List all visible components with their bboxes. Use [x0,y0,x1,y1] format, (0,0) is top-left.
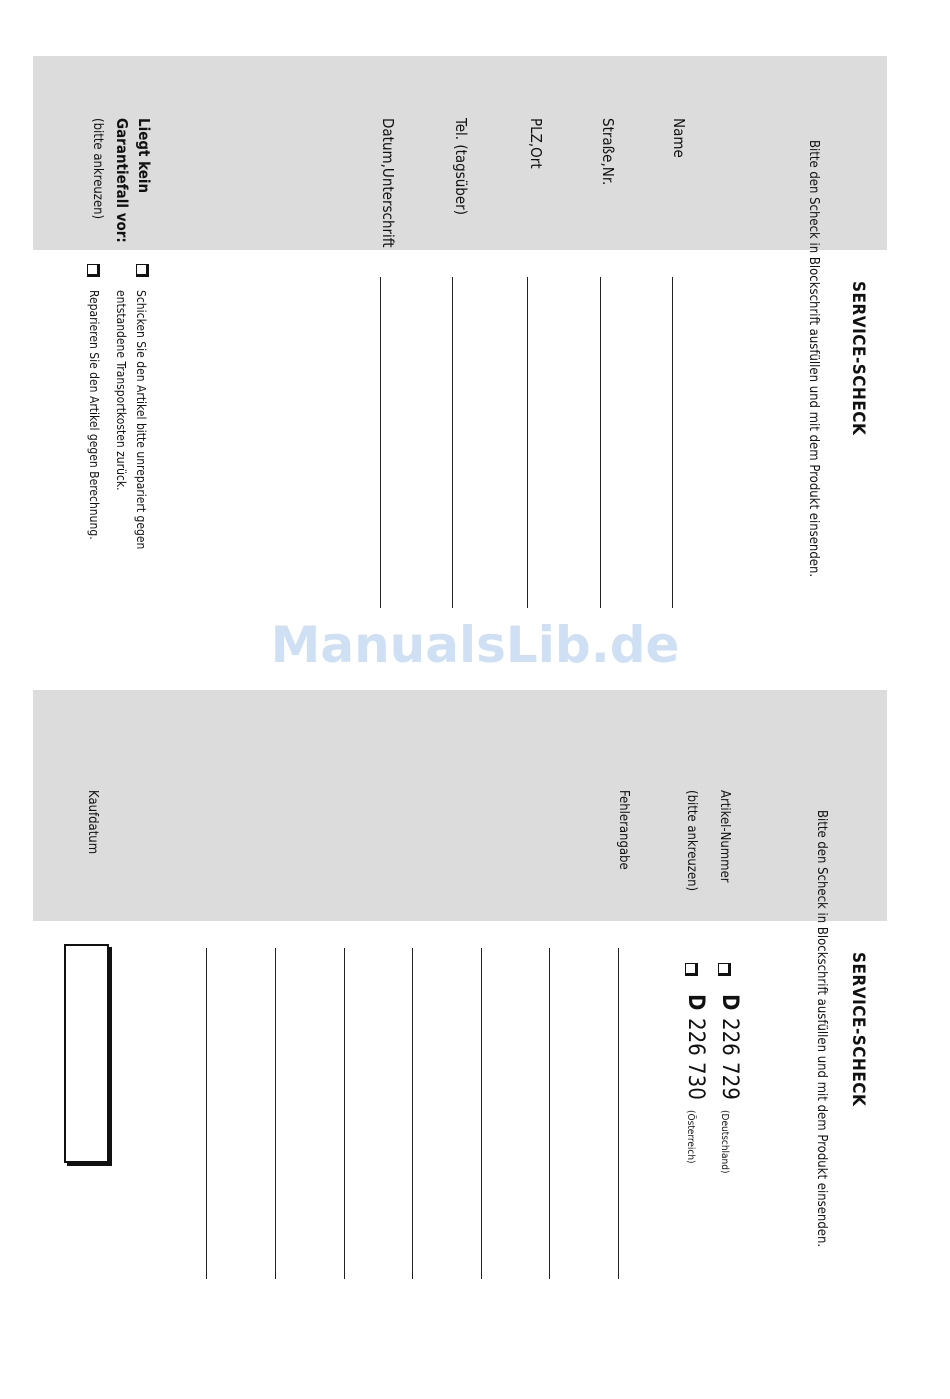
article-de-checkbox[interactable] [718,963,731,976]
date-signature-label: Datum,Unterschrift [379,118,397,248]
zip-city-field-line[interactable] [527,277,528,608]
purchase-date-box[interactable] [64,944,109,1163]
phone-label: Tel. (tagsüber) [452,118,470,215]
article-at-number: 226 730 [683,1018,708,1100]
option-return-unrepaired-checkbox[interactable] [136,264,149,277]
option-repair-charged-label: Reparieren Sie den Artikel gegen Berechnung. [87,290,101,540]
phone-field-line[interactable] [452,277,453,608]
option-return-unrepaired-line2: entstandene Transportkosten zurück. [114,290,128,491]
no-warranty-heading-line2: Garantiefall vor: [113,118,131,243]
card-top-title: SERVICE-SCHECK [848,281,868,436]
article-de-country: (Deutschland) [719,1110,730,1174]
purchase-date-label: Kaufdatum [85,790,100,855]
street-field-line[interactable] [600,277,601,608]
no-warranty-heading-line1: Liegt kein [135,118,153,194]
name-label: Name [670,118,688,158]
fault-line[interactable] [275,948,276,1279]
article-at-prefix: D [683,994,708,1011]
watermark: ManualsLib.de [270,616,680,674]
fault-line[interactable] [206,948,207,1279]
article-at-checkbox[interactable] [685,963,698,976]
fault-line[interactable] [618,948,619,1279]
street-label: Straße,Nr. [599,118,617,186]
fault-line[interactable] [412,948,413,1279]
article-de-number: 226 729 [717,1018,742,1100]
fault-line[interactable] [549,948,550,1279]
no-warranty-hint: (bitte ankreuzen) [90,118,105,220]
article-number-label: Artikel-Nummer [717,790,732,883]
article-at-country: (Österreich) [685,1110,696,1164]
option-return-unrepaired-line1: Schicken Sie den Artikel bitte unrepariert gegen [134,290,148,550]
fault-line[interactable] [481,948,482,1279]
card-bottom-instruction: Bitte den Scheck in Blockschrift ausfüllen und mit dem Produkt einsenden. [814,810,829,1248]
fault-line[interactable] [344,948,345,1279]
fault-description-label: Fehlerangabe [616,790,631,870]
article-number-hint: (bitte ankreuzen) [684,790,699,892]
article-de-prefix: D [717,994,742,1011]
card-top-instruction: Bitte den Scheck in Blockschrift ausfüllen und mit dem Produkt einsenden. [806,140,821,578]
option-repair-charged-checkbox[interactable] [87,264,100,277]
card-bottom-label-band [33,690,887,921]
name-field-line[interactable] [672,277,673,608]
zip-city-label: PLZ,Ort [527,118,545,169]
signature-field-line[interactable] [380,277,381,608]
card-bottom-title: SERVICE-SCHECK [848,952,868,1107]
